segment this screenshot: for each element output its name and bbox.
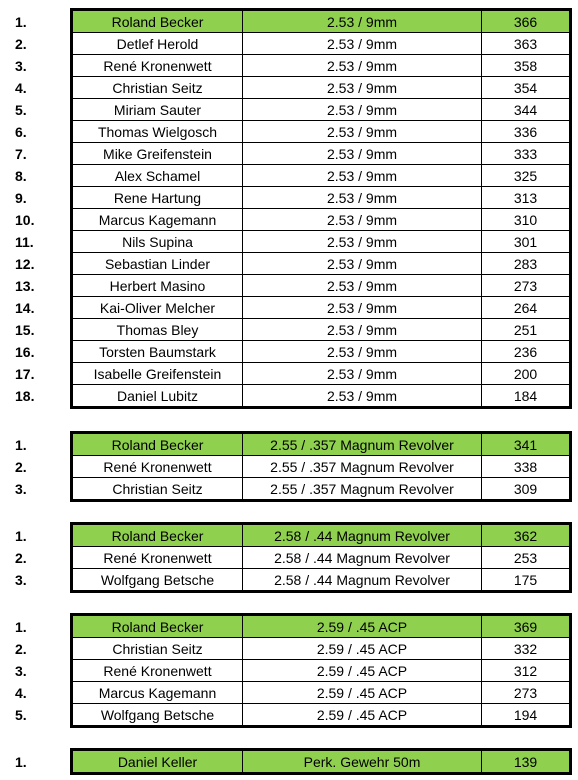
name-cell: Mike Greifenstein: [72, 143, 243, 165]
rank-label: 1.: [15, 14, 27, 30]
name-cell: Roland Becker: [72, 615, 243, 638]
rank-label: 2.: [15, 550, 27, 566]
table-row: [72, 385, 571, 408]
discipline-cell: 2.53 / 9mm: [243, 165, 482, 187]
score-cell: 251: [482, 319, 571, 341]
score-cell: 362: [482, 524, 571, 547]
table-row: [72, 121, 571, 143]
rank-label: 1.: [15, 528, 27, 544]
rank-label: 18.: [15, 388, 35, 404]
discipline-cell: 2.53 / 9mm: [243, 319, 482, 341]
score-cell: 200: [482, 363, 571, 385]
name-cell: Marcus Kagemann: [72, 209, 243, 231]
discipline-cell: 2.55 / .357 Magnum Revolver: [243, 433, 482, 456]
name-cell: Thomas Bley: [72, 319, 243, 341]
name-cell: Daniel Lubitz: [72, 385, 243, 408]
score-cell: 313: [482, 187, 571, 209]
discipline-cell: 2.53 / 9mm: [243, 275, 482, 297]
discipline-cell: 2.53 / 9mm: [243, 33, 482, 55]
table-row: [72, 253, 571, 275]
discipline-cell: 2.53 / 9mm: [243, 187, 482, 209]
name-cell: René Kronenwett: [72, 55, 243, 77]
rank-label: 10.: [15, 212, 35, 228]
score-cell: 184: [482, 385, 571, 408]
table-row: [72, 341, 571, 363]
discipline-cell: 2.53 / 9mm: [243, 143, 482, 165]
discipline-cell: 2.53 / 9mm: [243, 77, 482, 99]
discipline-cell: 2.58 / .44 Magnum Revolver: [243, 569, 482, 592]
rank-label: 15.: [15, 322, 35, 338]
name-cell: Marcus Kagemann: [72, 682, 243, 704]
score-cell: 139: [482, 750, 571, 774]
table-row: [72, 77, 571, 99]
table-row: [72, 615, 571, 638]
table-row: [72, 165, 571, 187]
name-cell: Rene Hartung: [72, 187, 243, 209]
discipline-cell: 2.53 / 9mm: [243, 55, 482, 77]
discipline-cell: 2.59 / .45 ACP: [243, 704, 482, 727]
name-cell: Herbert Masino: [72, 275, 243, 297]
score-cell: 338: [482, 456, 571, 478]
rank-label: 2.: [15, 641, 27, 657]
rank-label: 17.: [15, 366, 35, 382]
discipline-cell: 2.53 / 9mm: [243, 341, 482, 363]
rank-label: 2.: [15, 36, 27, 52]
table-row: [72, 569, 571, 592]
score-cell: 309: [482, 478, 571, 501]
results-table: [70, 8, 572, 409]
rank-label: 1.: [15, 437, 27, 453]
score-cell: 310: [482, 209, 571, 231]
rank-label: 3.: [15, 481, 27, 497]
discipline-cell: 2.59 / .45 ACP: [243, 660, 482, 682]
score-cell: 336: [482, 121, 571, 143]
score-cell: 369: [482, 615, 571, 638]
name-cell: Nils Supina: [72, 231, 243, 253]
table-row: [72, 297, 571, 319]
rank-label: 4.: [15, 685, 27, 701]
discipline-cell: 2.58 / .44 Magnum Revolver: [243, 547, 482, 569]
discipline-cell: 2.58 / .44 Magnum Revolver: [243, 524, 482, 547]
table-row: [72, 704, 571, 727]
table-row: [72, 33, 571, 55]
table-row: [72, 319, 571, 341]
discipline-cell: 2.59 / .45 ACP: [243, 638, 482, 660]
score-cell: 253: [482, 547, 571, 569]
rank-label: 2.: [15, 459, 27, 475]
score-cell: 333: [482, 143, 571, 165]
rank-label: 7.: [15, 146, 27, 162]
table-row: [72, 638, 571, 660]
discipline-cell: 2.53 / 9mm: [243, 297, 482, 319]
score-cell: 332: [482, 638, 571, 660]
table-row: [72, 660, 571, 682]
discipline-cell: 2.53 / 9mm: [243, 253, 482, 275]
score-cell: 301: [482, 231, 571, 253]
table-row: [72, 275, 571, 297]
name-cell: Alex Schamel: [72, 165, 243, 187]
discipline-cell: 2.53 / 9mm: [243, 99, 482, 121]
rank-label: 13.: [15, 278, 35, 294]
rank-label: 1.: [15, 619, 27, 635]
name-cell: Daniel Keller: [72, 750, 243, 774]
table-row: [72, 363, 571, 385]
results-table: [70, 748, 572, 775]
name-cell: René Kronenwett: [72, 660, 243, 682]
score-cell: 358: [482, 55, 571, 77]
name-cell: René Kronenwett: [72, 456, 243, 478]
score-cell: 264: [482, 297, 571, 319]
name-cell: Christian Seitz: [72, 638, 243, 660]
discipline-cell: 2.53 / 9mm: [243, 231, 482, 253]
results-table: [70, 613, 572, 728]
discipline-cell: 2.53 / 9mm: [243, 363, 482, 385]
score-cell: 283: [482, 253, 571, 275]
discipline-cell: 2.55 / .357 Magnum Revolver: [243, 456, 482, 478]
rank-label: 11.: [15, 234, 34, 250]
rank-label: 16.: [15, 344, 35, 360]
table-row: [72, 433, 571, 456]
name-cell: René Kronenwett: [72, 547, 243, 569]
rank-label: 9.: [15, 190, 27, 206]
rank-label: 3.: [15, 58, 27, 74]
table-row: [72, 750, 571, 774]
results-table: [70, 522, 572, 593]
name-cell: Thomas Wielgosch: [72, 121, 243, 143]
name-cell: Christian Seitz: [72, 478, 243, 501]
table-row: [72, 456, 571, 478]
name-cell: Christian Seitz: [72, 77, 243, 99]
name-cell: Wolfgang Betsche: [72, 704, 243, 727]
rank-label: 14.: [15, 300, 35, 316]
score-cell: 341: [482, 433, 571, 456]
name-cell: Kai-Oliver Melcher: [72, 297, 243, 319]
rank-label: 3.: [15, 663, 27, 679]
rank-label: 5.: [15, 707, 27, 723]
discipline-cell: 2.55 / .357 Magnum Revolver: [243, 478, 482, 501]
score-cell: 325: [482, 165, 571, 187]
table-row: [72, 209, 571, 231]
score-cell: 194: [482, 704, 571, 727]
name-cell: Detlef Herold: [72, 33, 243, 55]
rank-label: 1.: [15, 754, 27, 770]
rank-label: 8.: [15, 168, 27, 184]
score-cell: 175: [482, 569, 571, 592]
score-cell: 354: [482, 77, 571, 99]
score-cell: 363: [482, 33, 571, 55]
results-table: [70, 431, 572, 502]
name-cell: Torsten Baumstark: [72, 341, 243, 363]
score-cell: 312: [482, 660, 571, 682]
name-cell: Isabelle Greifenstein: [72, 363, 243, 385]
name-cell: Miriam Sauter: [72, 99, 243, 121]
discipline-cell: 2.59 / .45 ACP: [243, 682, 482, 704]
table-row: [72, 231, 571, 253]
table-row: [72, 524, 571, 547]
table-row: [72, 187, 571, 209]
table-row: [72, 547, 571, 569]
name-cell: Roland Becker: [72, 524, 243, 547]
discipline-cell: 2.53 / 9mm: [243, 385, 482, 408]
name-cell: Roland Becker: [72, 10, 243, 33]
score-cell: 344: [482, 99, 571, 121]
discipline-cell: 2.53 / 9mm: [243, 209, 482, 231]
discipline-cell: 2.53 / 9mm: [243, 121, 482, 143]
name-cell: Roland Becker: [72, 433, 243, 456]
score-cell: 273: [482, 682, 571, 704]
table-row: [72, 99, 571, 121]
rank-label: 6.: [15, 124, 27, 140]
table-row: [72, 682, 571, 704]
discipline-cell: 2.59 / .45 ACP: [243, 615, 482, 638]
score-cell: 236: [482, 341, 571, 363]
rank-label: 3.: [15, 572, 27, 588]
table-row: [72, 10, 571, 33]
name-cell: Sebastian Linder: [72, 253, 243, 275]
discipline-cell: 2.53 / 9mm: [243, 10, 482, 33]
rank-label: 12.: [15, 256, 35, 272]
table-row: [72, 55, 571, 77]
discipline-cell: Perk. Gewehr 50m: [243, 750, 482, 774]
table-row: [72, 478, 571, 501]
score-cell: 366: [482, 10, 571, 33]
score-cell: 273: [482, 275, 571, 297]
rank-label: 5.: [15, 102, 27, 118]
table-row: [72, 143, 571, 165]
name-cell: Wolfgang Betsche: [72, 569, 243, 592]
rank-label: 4.: [15, 80, 27, 96]
